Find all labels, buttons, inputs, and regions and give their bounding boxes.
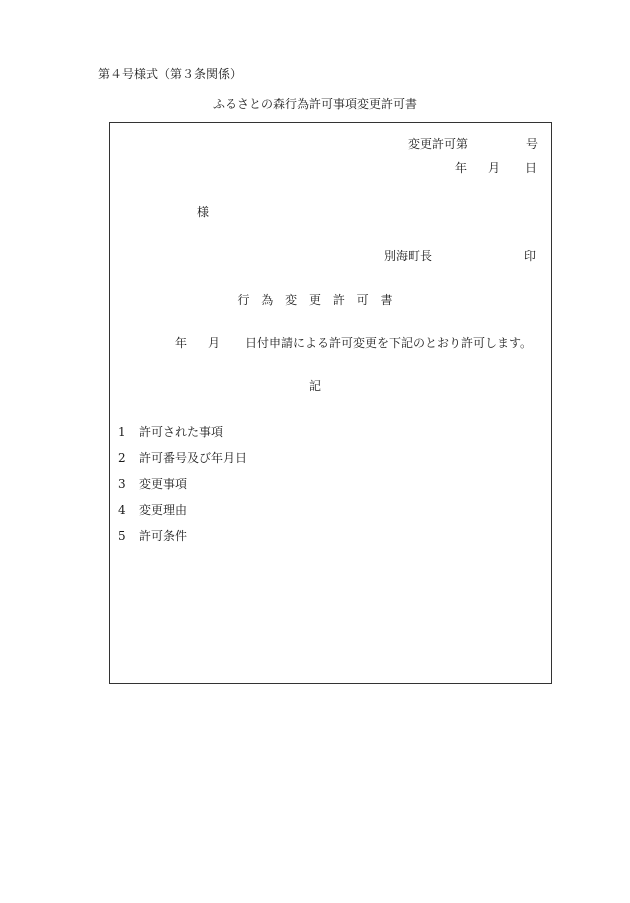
body-title-char: 行 <box>237 293 250 307</box>
body-title-char: 変 <box>285 293 298 307</box>
body-title-char: 更 <box>308 293 321 307</box>
item-label: 変更事項 <box>139 477 188 491</box>
body-title-char: 許 <box>332 293 345 307</box>
date-year-label: 年 <box>455 161 468 175</box>
form-frame <box>109 122 552 684</box>
list-item <box>118 452 247 464</box>
permit-number-prefix: 変更許可第 <box>408 137 469 151</box>
document-title: ふるさとの森行為許可事項変更許可書 <box>212 97 417 111</box>
item-number: 4 <box>118 503 126 517</box>
item-label: 変更理由 <box>139 503 188 517</box>
item-label: 許可条件 <box>139 529 188 543</box>
body-year-label: 年 <box>175 336 188 350</box>
permit-number-suffix: 号 <box>526 137 539 151</box>
item-label: 許可番号及び年月日 <box>139 451 248 465</box>
ki-heading: 記 <box>308 379 321 393</box>
list-item <box>118 530 187 542</box>
list-item <box>118 426 223 438</box>
issuer-seal-mark: 印 <box>524 249 537 263</box>
item-number: 3 <box>118 477 126 491</box>
item-label: 許可された事項 <box>139 425 224 439</box>
item-number: 1 <box>118 425 126 439</box>
form-label: 第４号様式（第３条関係） <box>98 67 243 81</box>
date-day-label: 日 <box>525 161 538 175</box>
body-title-char: 可 <box>356 293 369 307</box>
addressee-honorific: 様 <box>197 205 210 219</box>
issuer-name: 別海町長 <box>384 249 433 263</box>
body-month-label: 月 <box>208 336 221 350</box>
list-item <box>118 478 187 490</box>
body-title-char: 書 <box>380 293 393 307</box>
body-title-char: 為 <box>261 293 274 307</box>
list-item <box>118 504 187 516</box>
date-month-label: 月 <box>488 161 501 175</box>
item-number: 2 <box>118 451 126 465</box>
item-number: 5 <box>118 529 126 543</box>
body-title <box>0 294 630 306</box>
body-text: 日付申請による許可変更を下記のとおり許可します。 <box>245 336 533 350</box>
